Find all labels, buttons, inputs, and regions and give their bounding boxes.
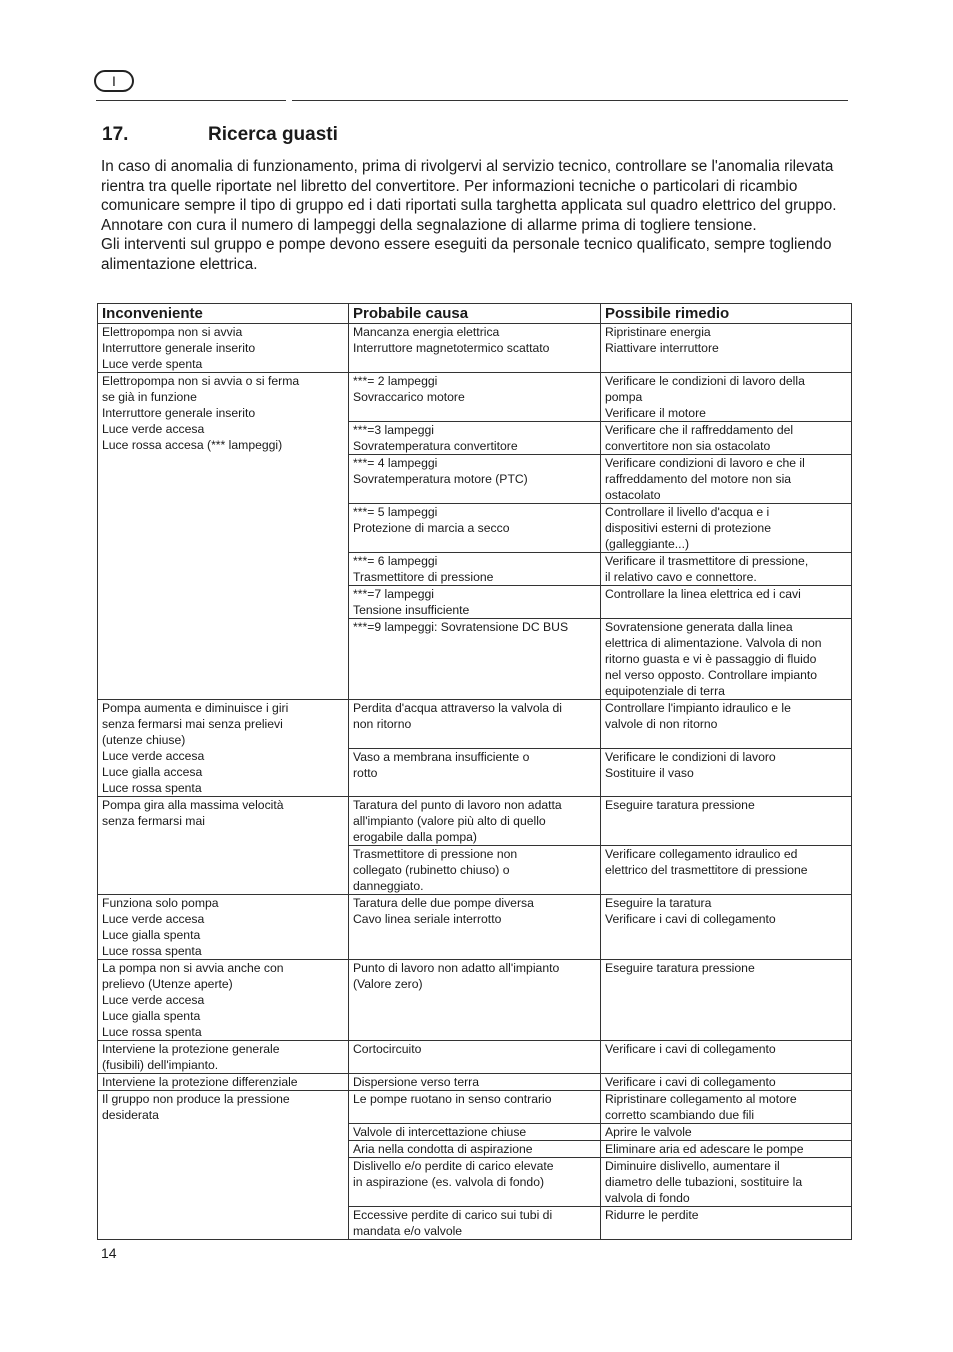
remedy-cell — [601, 455, 852, 504]
cause-line: danneggiato. — [353, 879, 424, 893]
cause-line: Sovratemperatura convertitore — [353, 439, 518, 453]
remedy-line: Controllare l'impianto idraulico e le — [605, 701, 791, 715]
section-heading: Ricerca guasti — [208, 124, 338, 145]
table-row — [98, 324, 852, 373]
remedy-line: elettrico del trasmettitore di pressione — [605, 863, 808, 877]
problem-cell — [98, 1091, 349, 1240]
cause-line: non ritorno — [353, 717, 412, 731]
problem-line: Interviene la protezione differenziale — [102, 1075, 298, 1089]
remedy-line: (galleggiante...) — [605, 537, 690, 551]
problem-line: (fusibili) dell'impianto. — [102, 1058, 219, 1072]
cause-cell — [349, 1124, 601, 1141]
cause-cell — [349, 553, 601, 586]
problem-line: Luce verde spenta — [102, 357, 203, 371]
problem-line: prelievo (Utenze aperte) — [102, 977, 233, 991]
problem-line: se già in funzione — [102, 390, 197, 404]
problem-line: Pompa gira alla massima velocità — [102, 798, 284, 812]
remedy-cell — [601, 619, 852, 700]
remedy-line: Eliminare aria ed adescare le pompe — [605, 1142, 804, 1156]
problem-line: senza fermarsi mai — [102, 814, 205, 828]
cause-line: ***= 6 lampeggi — [353, 554, 438, 568]
remedy-line: diametro delle tubazioni, sostituire la — [605, 1175, 803, 1189]
remedy-line: Sovratensione generata dalla linea — [605, 620, 793, 634]
cause-cell — [349, 749, 601, 797]
section-number: 17. — [102, 124, 129, 145]
remedy-line: dispositivi esterni di protezione — [605, 521, 771, 535]
remedy-line: equipotenziale di terra — [605, 684, 725, 698]
problem-line: Luce gialla accesa — [102, 765, 203, 779]
problem-cell — [98, 895, 349, 960]
remedy-line: Verificare il motore — [605, 406, 706, 420]
remedy-cell — [601, 324, 852, 373]
cause-line: Le pompe ruotano in senso contrario — [353, 1092, 552, 1106]
remedy-line: Sostituire il vaso — [605, 766, 694, 780]
remedy-cell — [601, 586, 852, 619]
remedy-cell — [601, 373, 852, 422]
cause-line: erogabile dalla pompa) — [353, 830, 477, 844]
header-cause: Probabile causa — [349, 304, 601, 324]
remedy-cell — [601, 1158, 852, 1207]
remedy-line: valvola di fondo — [605, 1191, 690, 1205]
section-title — [102, 124, 338, 146]
problem-line: Pompa aumenta e diminuisce i giri — [102, 701, 289, 715]
problem-line: Funziona solo pompa — [102, 896, 219, 910]
remedy-line: Riattivare interruttore — [605, 341, 719, 355]
cause-line: Punto di lavoro non adatto all'impianto — [353, 961, 560, 975]
cause-line: Interruttore magnetotermico scattato — [353, 341, 550, 355]
header-rule-right — [292, 100, 848, 101]
remedy-cell — [601, 895, 852, 960]
cause-cell — [349, 373, 601, 422]
page-number: 14 — [101, 1245, 117, 1261]
cause-line: ***= 4 lampeggi — [353, 456, 438, 470]
problem-line: Interruttore generale inserito — [102, 341, 256, 355]
intro-paragraph-2: Annotare con cura il numero di lampeggi della segnalazione di allarme prima di togliere tensione. — [101, 216, 757, 234]
problem-line: Luce verde accesa — [102, 912, 205, 926]
remedy-line: Verificare le condizioni di lavoro della — [605, 374, 805, 388]
remedy-line: pompa — [605, 390, 643, 404]
remedy-line: ostacolato — [605, 488, 661, 502]
remedy-line: nel verso opposto. Controllare impianto — [605, 668, 818, 682]
problem-line: Luce gialla spenta — [102, 928, 201, 942]
table-row — [98, 960, 852, 1041]
cause-line: Mancanza energia elettrica — [353, 325, 500, 339]
remedy-line: Verificare collegamento idraulico ed — [605, 847, 798, 861]
cause-line: Cortocircuito — [353, 1042, 422, 1056]
remedy-line: Eseguire la taratura — [605, 896, 712, 910]
problem-cell — [98, 797, 349, 895]
cause-line: Protezione di marcia a secco — [353, 521, 510, 535]
problem-line: Luce rossa accesa (*** lampeggi) — [102, 438, 283, 452]
cause-line: Taratura del punto di lavoro non adatta — [353, 798, 562, 812]
remedy-line: Eseguire taratura pressione — [605, 961, 755, 975]
remedy-line: Eseguire taratura pressione — [605, 798, 755, 812]
remedy-line: il relativo cavo e connettore. — [605, 570, 757, 584]
cause-cell — [349, 1041, 601, 1074]
problem-line: Elettropompa non si avvia o si ferma — [102, 374, 300, 388]
cause-line: Perdita d'acqua attraverso la valvola di — [353, 701, 562, 715]
cause-cell — [349, 324, 601, 373]
intro-text — [101, 157, 851, 275]
cause-line: Valvole di intercettazione chiuse — [353, 1125, 527, 1139]
cause-cell — [349, 455, 601, 504]
table-row — [98, 1091, 852, 1124]
problem-line: La pompa non si avvia anche con — [102, 961, 284, 975]
language-badge — [94, 70, 134, 92]
intro-paragraph-1: In caso di anomalia di funzionamento, prima di rivolgervi al servizio tecnico, controllare se l'anomalia rilevata rientra tra quelle riportate nel libretto del convertitore. Per informazioni tecniche o particolari di ricambio comunicare sempre il tipo di gruppo ed i dati riportati sulla targhetta applicata sul quadro elettrico del gruppo. — [101, 158, 837, 215]
problem-line: (utenze chiuse) — [102, 733, 186, 747]
remedy-line: Verificare il trasmettitore di pressione, — [605, 554, 809, 568]
cause-cell — [349, 504, 601, 553]
problem-cell — [98, 373, 349, 700]
remedy-cell — [601, 797, 852, 846]
remedy-cell — [601, 700, 852, 749]
problem-cell — [98, 960, 349, 1041]
problem-line: desiderata — [102, 1108, 159, 1122]
cause-line: (Valore zero) — [353, 977, 423, 991]
table-row — [98, 1041, 852, 1074]
remedy-line: corretto scambiando due fili — [605, 1108, 755, 1122]
remedy-line: Verificare i cavi di collegamento — [605, 912, 776, 926]
cause-cell — [349, 619, 601, 700]
remedy-line: raffreddamento del motore non sia — [605, 472, 792, 486]
table-header-row — [98, 304, 852, 324]
intro-paragraph-3: Gli interventi sul gruppo e pompe devono essere eseguiti da personale tecnico qualificato, sempre togliendo alimentazione elettrica. — [101, 236, 832, 273]
header-rule-left — [96, 100, 286, 101]
remedy-line: Verificare i cavi di collegamento — [605, 1042, 776, 1056]
remedy-line: Controllare il livello d'acqua e i — [605, 505, 770, 519]
remedy-line: Verificare condizioni di lavoro e che il — [605, 456, 805, 470]
cause-line: Dislivello e/o perdite di carico elevate — [353, 1159, 554, 1173]
problem-line: Luce verde accesa — [102, 422, 205, 436]
cause-cell — [349, 586, 601, 619]
remedy-cell — [601, 749, 852, 797]
cause-cell — [349, 846, 601, 895]
remedy-cell — [601, 960, 852, 1041]
remedy-cell — [601, 1074, 852, 1091]
problem-line: Interruttore generale inserito — [102, 406, 256, 420]
cause-cell — [349, 1141, 601, 1158]
cause-line: Dispersione verso terra — [353, 1075, 479, 1089]
cause-line: ***= 5 lampeggi — [353, 505, 438, 519]
problem-line: Luce rossa spenta — [102, 944, 202, 958]
remedy-cell — [601, 1041, 852, 1074]
cause-cell — [349, 700, 601, 749]
remedy-cell — [601, 1141, 852, 1158]
table-row — [98, 895, 852, 960]
cause-line: ***=7 lampeggi — [353, 587, 434, 601]
remedy-line: Ridurre le perdite — [605, 1208, 699, 1222]
cause-line: Sovraccarico motore — [353, 390, 465, 404]
remedy-line: Ripristinare energia — [605, 325, 711, 339]
cause-line: Taratura delle due pompe diversa — [353, 896, 534, 910]
problem-cell — [98, 1041, 349, 1074]
cause-line: ***=3 lampeggi — [353, 423, 434, 437]
header-remedy: Possibile rimedio — [601, 304, 852, 324]
remedy-line: Aprire le valvole — [605, 1125, 692, 1139]
language-badge-label: I — [112, 73, 116, 89]
remedy-line: convertitore non sia ostacolato — [605, 439, 771, 453]
table-row — [98, 373, 852, 422]
remedy-line: Ripristinare collegamento al motore — [605, 1092, 797, 1106]
problem-cell — [98, 700, 349, 797]
problem-line: Luce verde accesa — [102, 749, 205, 763]
problem-line: Il gruppo non produce la pressione — [102, 1092, 290, 1106]
cause-line: all'impianto (valore più alto di quello — [353, 814, 546, 828]
troubleshooting-table — [97, 303, 852, 1240]
cause-cell — [349, 1207, 601, 1240]
remedy-cell — [601, 422, 852, 455]
problem-line: Luce rossa spenta — [102, 781, 202, 795]
cause-line: ***= 2 lampeggi — [353, 374, 438, 388]
remedy-cell — [601, 553, 852, 586]
remedy-cell — [601, 1207, 852, 1240]
cause-cell — [349, 895, 601, 960]
remedy-line: Diminuire dislivello, aumentare il — [605, 1159, 780, 1173]
cause-line: Aria nella condotta di aspirazione — [353, 1142, 533, 1156]
remedy-cell — [601, 504, 852, 553]
table-body — [98, 324, 852, 1240]
cause-line: collegato (rubinetto chiuso) o — [353, 863, 510, 877]
problem-line: Luce verde accesa — [102, 993, 205, 1007]
cause-line: Sovratemperatura motore (PTC) — [353, 472, 528, 486]
cause-cell — [349, 1091, 601, 1124]
remedy-line: Controllare la linea elettrica ed i cavi — [605, 587, 801, 601]
remedy-line: Verificare i cavi di collegamento — [605, 1075, 776, 1089]
cause-line: in aspirazione (es. valvola di fondo) — [353, 1175, 545, 1189]
cause-line: Cavo linea seriale interrotto — [353, 912, 502, 926]
problem-cell — [98, 1074, 349, 1091]
cause-line: Vaso a membrana insufficiente o — [353, 750, 530, 764]
cause-line: Trasmettitore di pressione non — [353, 847, 518, 861]
header-problem: Inconveniente — [98, 304, 349, 324]
cause-cell — [349, 1074, 601, 1091]
table-row — [98, 797, 852, 846]
cause-line: mandata e/o valvole — [353, 1224, 463, 1238]
problem-line: Elettropompa non si avvia — [102, 325, 243, 339]
remedy-cell — [601, 1091, 852, 1124]
remedy-line: valvole di non ritorno — [605, 717, 718, 731]
cause-cell — [349, 1158, 601, 1207]
problem-line: senza fermarsi mai senza prelievi — [102, 717, 283, 731]
table-row — [98, 1074, 852, 1091]
cause-cell — [349, 960, 601, 1041]
remedy-cell — [601, 846, 852, 895]
remedy-line: ritorno guasta e vi è passaggio di fluido — [605, 652, 817, 666]
cause-line: Trasmettitore di pressione — [353, 570, 494, 584]
table-row — [98, 700, 852, 749]
problem-cell — [98, 324, 349, 373]
cause-line: Tensione insufficiente — [353, 603, 470, 617]
remedy-line: elettrica di alimentazione. Valvola di non — [605, 636, 822, 650]
cause-cell — [349, 797, 601, 846]
cause-line: ***=9 lampeggi: Sovratensione DC BUS — [353, 620, 569, 634]
problem-line: Luce gialla spenta — [102, 1009, 201, 1023]
remedy-cell — [601, 1124, 852, 1141]
remedy-line: Verificare le condizioni di lavoro — [605, 750, 776, 764]
problem-line: Luce rossa spenta — [102, 1025, 202, 1039]
problem-line: Interviene la protezione generale — [102, 1042, 280, 1056]
cause-line: Eccessive perdite di carico sui tubi di — [353, 1208, 553, 1222]
cause-cell — [349, 422, 601, 455]
remedy-line: Verificare che il raffreddamento del — [605, 423, 794, 437]
cause-line: rotto — [353, 766, 378, 780]
